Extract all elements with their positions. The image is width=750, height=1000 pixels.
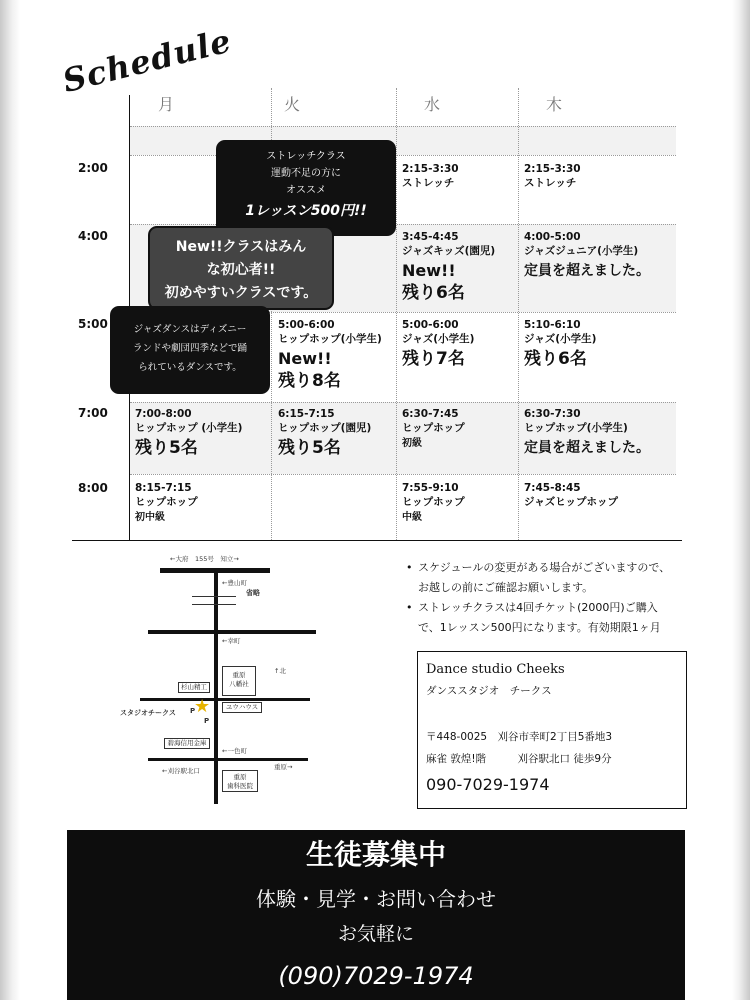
recruitment-banner bbox=[67, 830, 685, 1000]
time-label: 2:00 bbox=[78, 161, 108, 175]
class-cell bbox=[402, 481, 465, 525]
grid-row-line bbox=[130, 474, 676, 475]
class-name: ストレッチ bbox=[402, 177, 455, 189]
class-time: 7:45-8:45 bbox=[524, 482, 581, 494]
class-time: 2:15-3:30 bbox=[524, 163, 581, 175]
remaining-seats: 残り5名 bbox=[135, 438, 198, 458]
class-name: ジャズジュニア(小学生) bbox=[524, 245, 639, 257]
class-cell bbox=[135, 407, 242, 460]
map-building-line: 歯科医院 bbox=[227, 782, 253, 790]
class-level: 初級 bbox=[402, 438, 422, 449]
map-building bbox=[222, 666, 256, 696]
class-time: 6:30-7:45 bbox=[402, 408, 459, 420]
class-time: 5:00-6:00 bbox=[402, 319, 459, 331]
class-cell bbox=[402, 230, 495, 305]
map-building-line: 重原 bbox=[233, 773, 247, 781]
class-name: ストレッチ bbox=[524, 177, 577, 189]
note-line: お越しの前にご確認お願いします。 bbox=[418, 581, 594, 594]
studio-name-kana: ダンススタジオ チークス bbox=[426, 685, 552, 697]
banner-heading: 生徒募集中 bbox=[305, 838, 446, 871]
class-cell bbox=[402, 162, 459, 190]
remaining-seats: 定員を超えました。 bbox=[524, 440, 650, 456]
schedule-notes bbox=[406, 558, 706, 638]
studio-name: Dance studio Cheeks bbox=[426, 662, 565, 677]
callout-line: な初心者!! bbox=[206, 262, 276, 278]
map-label: 省略 bbox=[246, 589, 260, 597]
class-time: 7:55-9:10 bbox=[402, 482, 459, 494]
map-road bbox=[140, 698, 310, 701]
stretch-callout bbox=[216, 140, 396, 236]
studio-phone: 090-7029-1974 bbox=[426, 775, 550, 794]
callout-line: オススメ bbox=[286, 185, 326, 196]
map-building: ユウハウス bbox=[222, 702, 262, 713]
callout-line: ジャズダンスはディズニー bbox=[133, 324, 247, 335]
section-divider bbox=[72, 540, 682, 541]
class-name: ヒップホップ (小学生) bbox=[135, 422, 243, 434]
callout-line: 運動不足の方に bbox=[271, 168, 341, 179]
note-item bbox=[406, 558, 706, 598]
class-name: ヒップホップ bbox=[135, 496, 198, 508]
map-parking-label: P bbox=[190, 707, 196, 715]
class-time: 7:00-8:00 bbox=[135, 408, 192, 420]
remaining-seats: 残り6名 bbox=[524, 349, 587, 369]
new-class-callout bbox=[148, 226, 334, 310]
note-line: で、1レッスン500円になります。有効期限1ヶ月 bbox=[418, 621, 661, 634]
time-label: 5:00 bbox=[78, 317, 108, 331]
page-edge-right bbox=[732, 0, 750, 1000]
new-badge: New!! bbox=[278, 349, 332, 368]
callout-line: New!!クラスはみん bbox=[175, 239, 307, 255]
map-building bbox=[222, 770, 258, 792]
class-time: 6:30-7:30 bbox=[524, 408, 581, 420]
map-building: 杉山精工 bbox=[178, 682, 210, 693]
studio-access: 麻雀 敦煌!階 刈谷駅北口 徒歩9分 bbox=[426, 753, 612, 765]
time-label: 8:00 bbox=[78, 481, 108, 495]
day-header-mon: 月 bbox=[158, 95, 175, 114]
class-cell bbox=[402, 318, 474, 371]
class-cell bbox=[278, 407, 371, 460]
class-name: ヒップホップ bbox=[402, 422, 465, 434]
grid-row-line bbox=[130, 126, 676, 127]
class-time: 8:15-7:15 bbox=[135, 482, 192, 494]
map-road bbox=[148, 758, 308, 761]
class-name: ヒップホップ(小学生) bbox=[524, 422, 628, 434]
class-cell bbox=[524, 230, 650, 282]
studio-info-box bbox=[417, 651, 687, 809]
header-row-shade bbox=[130, 126, 676, 155]
class-name: ヒップホップ(小学生) bbox=[278, 333, 382, 345]
class-name: ジャズ(小学生) bbox=[402, 333, 475, 345]
grid-row-line bbox=[130, 402, 676, 403]
note-line: • ストレッチクラスは4回チケット(2000円)ご購入 bbox=[418, 601, 658, 614]
grid-row-line bbox=[130, 155, 676, 156]
day-header-thu: 木 bbox=[546, 95, 563, 114]
map-road bbox=[148, 630, 316, 634]
class-time: 4:00-5:00 bbox=[524, 231, 581, 243]
class-cell bbox=[524, 162, 581, 190]
banner-subline: お気軽に bbox=[337, 923, 414, 945]
class-time: 3:45-4:45 bbox=[402, 231, 459, 243]
class-level: 初中級 bbox=[135, 512, 165, 523]
callout-price: 1レッスン500円!! bbox=[245, 203, 367, 219]
map-omission-line bbox=[192, 596, 236, 597]
banner-phone: (090)7029-1974 bbox=[278, 962, 474, 990]
day-header-tue: 火 bbox=[284, 95, 301, 114]
map-label: ←一色町 bbox=[222, 747, 247, 755]
schedule-title: Schedule bbox=[58, 21, 236, 100]
class-name: ジャズヒップホップ bbox=[524, 496, 618, 508]
day-header-wed: 水 bbox=[424, 95, 441, 114]
class-cell bbox=[524, 407, 650, 459]
grid-row-line bbox=[130, 224, 676, 225]
class-time: 5:10-6:10 bbox=[524, 319, 581, 331]
time-label: 4:00 bbox=[78, 229, 108, 243]
remaining-seats: 残り5名 bbox=[278, 438, 341, 458]
class-cell bbox=[524, 318, 596, 371]
class-name: ヒップホップ(園児) bbox=[278, 422, 372, 434]
banner-subline: 体験・見学・お問い合わせ bbox=[256, 887, 496, 911]
map-building-line: 重原 bbox=[232, 671, 246, 679]
class-time: 5:00-6:00 bbox=[278, 319, 335, 331]
map-label: ←刈谷駅北口 bbox=[162, 767, 200, 775]
note-line: • スケジュールの変更がある場合がございますので、 bbox=[418, 561, 671, 574]
remaining-seats: 残り7名 bbox=[402, 349, 465, 369]
callout-line: られているダンスです。 bbox=[138, 362, 242, 373]
class-cell bbox=[135, 481, 198, 525]
remaining-seats: 残り8名 bbox=[278, 371, 341, 391]
map-building: 碧海信用金庫 bbox=[164, 738, 210, 749]
studio-address: 〒448-0025 刈谷市幸町2丁目5番地3 bbox=[426, 731, 613, 743]
map-label: ↑北 bbox=[274, 667, 286, 675]
class-name: ジャズ(小学生) bbox=[524, 333, 597, 345]
map-label: ←豊山町 bbox=[222, 579, 247, 587]
note-item bbox=[406, 598, 706, 638]
class-time: 6:15-7:15 bbox=[278, 408, 335, 420]
new-badge: New!! bbox=[402, 261, 456, 280]
class-cell bbox=[402, 407, 465, 451]
callout-line: 初めやすいクラスです。 bbox=[164, 285, 318, 301]
class-cell bbox=[278, 318, 382, 393]
class-name: ジャズキッズ(園児) bbox=[402, 245, 496, 257]
callout-line: ストレッチクラス bbox=[266, 151, 346, 162]
map-studio-label: スタジオチークス bbox=[120, 709, 176, 717]
callout-line: ランドや劇団四季などで踊 bbox=[132, 343, 247, 354]
map-label: 重原→ bbox=[274, 763, 293, 771]
remaining-seats: 定員を超えました。 bbox=[524, 263, 650, 279]
map-omission-line bbox=[192, 604, 236, 605]
map-label: ←幸町 bbox=[222, 637, 241, 645]
class-time: 2:15-3:30 bbox=[402, 163, 459, 175]
map-label: ←大府 155号 知立→ bbox=[170, 555, 239, 563]
map-building-line: 八幡社 bbox=[229, 680, 249, 688]
page-edge-left bbox=[0, 0, 20, 1000]
jazz-callout bbox=[110, 306, 270, 394]
star-icon: ★ bbox=[194, 696, 211, 717]
remaining-seats: 残り6名 bbox=[402, 283, 465, 303]
class-name: ヒップホップ bbox=[402, 496, 465, 508]
class-cell bbox=[524, 481, 618, 509]
map-parking-label: P bbox=[204, 717, 210, 725]
class-level: 中級 bbox=[402, 512, 422, 523]
access-map bbox=[110, 550, 310, 810]
time-label: 7:00 bbox=[78, 406, 108, 420]
